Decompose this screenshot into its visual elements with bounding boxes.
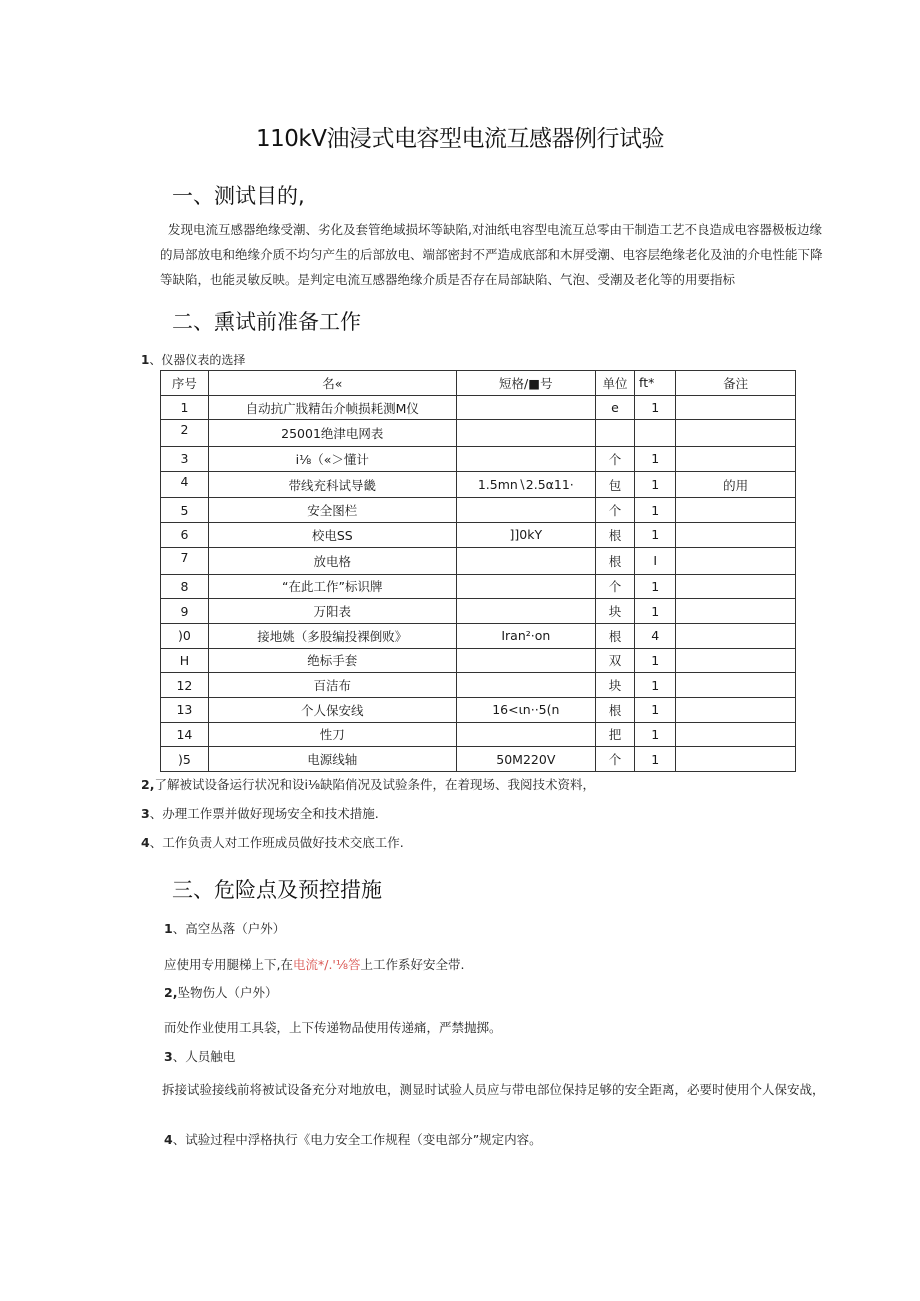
cell-spec: 16<ιn··5(n [456, 697, 595, 722]
cell-unit: 双 [595, 648, 634, 673]
cell-name: 接地姚（多股编投裸倒败》 [208, 623, 456, 648]
cell-name: i⅛（«＞懂计 [208, 447, 456, 472]
cell-no: 6 [161, 523, 209, 548]
cell-note [676, 574, 796, 599]
cell-qty: 1 [635, 599, 676, 624]
table-row [161, 523, 796, 548]
cell-name: 25001绝津电网表 [208, 420, 456, 447]
cell-no: H [161, 648, 209, 673]
table-header-row [161, 371, 796, 396]
table-row [161, 722, 796, 747]
cell-note [676, 523, 796, 548]
cell-spec [456, 498, 595, 523]
cell-unit: 根 [595, 623, 634, 648]
cell-note [676, 447, 796, 472]
cell-name: 个人保安线 [208, 697, 456, 722]
cell-no: 14 [161, 722, 209, 747]
table-body [161, 395, 796, 771]
cell-qty: 1 [635, 523, 676, 548]
cell-unit: 包 [595, 471, 634, 498]
cell-unit: 个 [595, 747, 634, 772]
cell-name: 自动抗广戕精缶介帧损耗测M仪 [208, 395, 456, 420]
cell-note [676, 623, 796, 648]
cell-qty: 1 [635, 498, 676, 523]
cell-name: “在此工作”标识牌 [208, 574, 456, 599]
cell-no: 9 [161, 599, 209, 624]
cell-spec [456, 673, 595, 698]
cell-name: 百洁布 [208, 673, 456, 698]
cell-spec: 1.5mn∖2.5α11· [456, 471, 595, 498]
cell-no: 2 [161, 420, 209, 447]
cell-note [676, 547, 796, 574]
cell-name: 性刀 [208, 722, 456, 747]
cell-note [676, 498, 796, 523]
header-unit: 单位 [595, 371, 634, 396]
table-row [161, 420, 796, 447]
cell-note [676, 420, 796, 447]
cell-qty [635, 420, 676, 447]
table-row [161, 673, 796, 698]
section3-heading: 三、危险点及预控措施 [172, 878, 382, 902]
header-qty: ft* [635, 371, 676, 396]
instrument-selection-label: 1、仪器仪表的选择 [141, 353, 246, 367]
cell-note [676, 599, 796, 624]
table-row [161, 447, 796, 472]
cell-unit: 块 [595, 673, 634, 698]
cell-unit: 块 [595, 599, 634, 624]
cell-note [676, 648, 796, 673]
cell-name: 放电格 [208, 547, 456, 574]
hazard-1-body: 应使用专用腿梯上下,在电流*/.'⅛答上工作系好安全带. [164, 957, 465, 972]
cell-qty: I [635, 547, 676, 574]
page-title: 110kV油浸式电容型电流互感器例行试验 [256, 126, 664, 152]
hazard-2-body: 而处作业使用工具袋，上下传递物品使用传递痛，严禁抛掷。 [164, 1020, 502, 1035]
table-row [161, 574, 796, 599]
cell-no: 1 [161, 395, 209, 420]
table-row [161, 747, 796, 772]
cell-unit: 把 [595, 722, 634, 747]
cell-unit [595, 420, 634, 447]
cell-unit: 个 [595, 574, 634, 599]
cell-unit: 个 [595, 447, 634, 472]
table-row [161, 648, 796, 673]
cell-spec [456, 599, 595, 624]
section2-heading: 二、熏试前准备工作 [172, 310, 361, 334]
hazard-4-title: 4、试验过程中浮格执行《电力安全工作规程（变电部分”规定内容。 [164, 1132, 542, 1147]
cell-qty: 1 [635, 747, 676, 772]
cell-note [676, 747, 796, 772]
prep-item-4: 4、工作负责人对工作班成员做好技术交底工作. [141, 835, 404, 850]
cell-no: 4 [161, 471, 209, 498]
cell-no: 3 [161, 447, 209, 472]
cell-unit: 根 [595, 697, 634, 722]
cell-spec: Iran²·on [456, 623, 595, 648]
instrument-table [160, 370, 796, 772]
hazard-2-title: 2,坠物伤人（户外） [164, 985, 278, 1000]
cell-name: 绝标手套 [208, 648, 456, 673]
table-row [161, 498, 796, 523]
cell-spec [456, 395, 595, 420]
cell-qty: 1 [635, 722, 676, 747]
cell-qty: 1 [635, 471, 676, 498]
table-row [161, 547, 796, 574]
cell-spec [456, 574, 595, 599]
cell-spec: ]]0kY [456, 523, 595, 548]
cell-no: )5 [161, 747, 209, 772]
cell-no: 5 [161, 498, 209, 523]
cell-name: 万阳表 [208, 599, 456, 624]
cell-qty: 1 [635, 395, 676, 420]
hazard-1-title: 1、高空丛落（户外） [164, 921, 286, 936]
cell-spec [456, 648, 595, 673]
cell-spec [456, 547, 595, 574]
header-spec: 短格/■号 [456, 371, 595, 396]
header-name: 名« [208, 371, 456, 396]
cell-no: 12 [161, 673, 209, 698]
table-row [161, 623, 796, 648]
cell-note [676, 697, 796, 722]
prep-item-3: 3、办理工作票并做好现场安全和技术措施. [141, 806, 379, 821]
table-row [161, 599, 796, 624]
table-row [161, 395, 796, 420]
cell-spec [456, 722, 595, 747]
cell-qty: 1 [635, 697, 676, 722]
cell-unit: 个 [595, 498, 634, 523]
cell-no: 7 [161, 547, 209, 574]
cell-unit: e [595, 395, 634, 420]
header-note: 备注 [676, 371, 796, 396]
cell-qty: 1 [635, 673, 676, 698]
cell-spec [456, 420, 595, 447]
hazard-3-body: 拆接试验接线前将被试设备充分对地放电，测显时试验人员应与带电部位保持足够的安全距离，必要时使用个人保安战， [162, 1082, 825, 1097]
cell-qty: 1 [635, 574, 676, 599]
cell-name: 电源线轴 [208, 747, 456, 772]
cell-no: 8 [161, 574, 209, 599]
cell-name: 校电SS [208, 523, 456, 548]
cell-note: 的用 [676, 471, 796, 498]
cell-name: 带线充科试导畿 [208, 471, 456, 498]
cell-note [676, 395, 796, 420]
section1-body: 发现电流互感器绝缘受潮、劣化及套管绝域损坏等缺陷,对油纸电容型电流互总零由干制造工艺不良造成电容器极板边缘的局部放电和绝缘介质不均匀产生的后部放电、端部密封不严造成底部和木屏受潮、电容层绝缘老化及油的介电性能下降等缺陷，也能灵敏反映。是判定电流互感器绝缘介质是否存在局部缺陷、气泡、受潮及老化等的用要指标 [160, 222, 823, 287]
prep-item-2: 2,了解被试设备运行状况和设i⅛缺陷俏况及试验条件，在着现场、我阅技术资料， [141, 777, 596, 792]
cell-qty: 1 [635, 648, 676, 673]
cell-note [676, 722, 796, 747]
cell-name: 安全图栏 [208, 498, 456, 523]
table-row [161, 697, 796, 722]
cell-spec [456, 447, 595, 472]
cell-no: 13 [161, 697, 209, 722]
table-row [161, 471, 796, 498]
hazard-3-title: 3、人员触电 [164, 1049, 236, 1064]
cell-qty: 4 [635, 623, 676, 648]
cell-no: )0 [161, 623, 209, 648]
section1-heading: 一、测试目的, [172, 184, 305, 208]
cell-unit: 根 [595, 523, 634, 548]
header-no: 序号 [161, 371, 209, 396]
cell-qty: 1 [635, 447, 676, 472]
cell-unit: 根 [595, 547, 634, 574]
cell-spec: 50M220V [456, 747, 595, 772]
cell-note [676, 673, 796, 698]
